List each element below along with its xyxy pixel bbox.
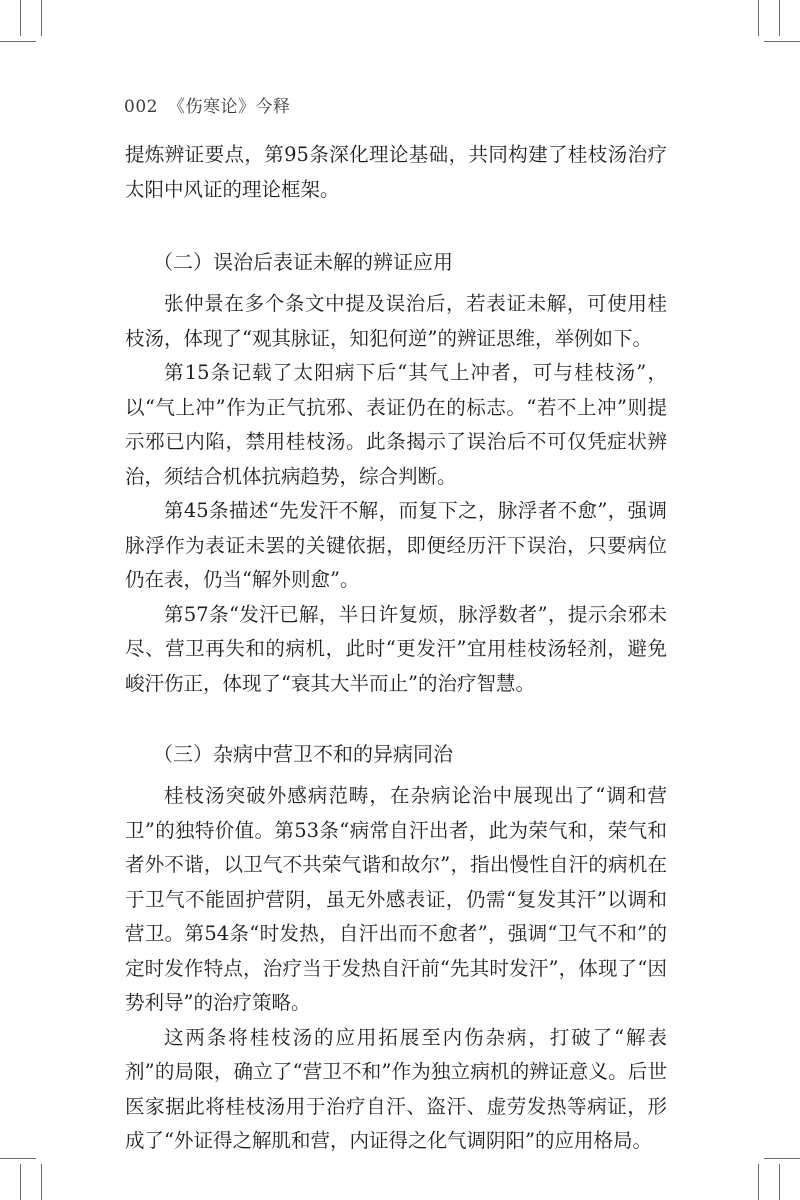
section-2-paragraph: 第45条描述“先发汗不解，而复下之，脉浮者不愈”，强调脉浮作为表证未罢的关键依据，即便经历汗下误治，只要病位仍在表，仍当“解外则愈”。 (125, 499, 667, 591)
section-2-paragraph: 第57条“发汗已解，半日许复烦，脉浮数者”，提示余邪未尽、营卫再失和的病机，此时“更发汗”宜用桂枝汤轻剂，避免峻汗伤正，体现了“衰其大半而止”的治疗智慧。 (125, 602, 667, 695)
crop-mark-top-right-horizontal (764, 41, 800, 42)
crop-mark-top-right-inner (758, 0, 759, 36)
page-number: 002 (124, 97, 158, 117)
crop-mark-bottom-left-outer (20, 1164, 21, 1200)
crop-mark-bottom-left-horizontal (0, 1158, 36, 1159)
crop-mark-top-right-outer (779, 0, 780, 36)
section-3-paragraph: 桂枝汤突破外感病范畴，在杂病论治中展现出了“调和营卫”的独特价值。第53条“病常自汗出者，此为荣气和，荣气和者外不谐，以卫气不共荣气谐和故尔”，指出慢性自汗的病机在于卫气不能固护营阴，虽无外感表证，仍需“复发其汗”以调和营卫。第54条“时发热，自汗出而不愈者”，强调“卫气不和”的定时发作特点，治疗当于发热自汗前“先其时发汗”，体现了“因势利导”的治疗策略。 (125, 784, 667, 1014)
running-head (124, 92, 290, 117)
crop-mark-bottom-left-inner (41, 1164, 42, 1200)
book-title: 《伤寒论》今释 (167, 97, 291, 117)
crop-mark-top-left-outer (20, 0, 21, 36)
crop-mark-top-left-horizontal (0, 41, 36, 42)
crop-mark-top-left-inner (41, 0, 42, 36)
section-2-paragraph: 张仲景在多个条文中提及误治后，若表证未解，可使用桂枝汤，体现了“观其脉证，知犯何逆”的辨证思维，举例如下。 (125, 292, 667, 350)
crop-mark-bottom-right-outer (779, 1164, 780, 1200)
page-body (125, 138, 667, 1159)
section-3-heading: （三）杂病中营卫不和的异病同治 (153, 742, 453, 766)
intro-paragraph: 提炼辨证要点，第95条深化理论基础，共同构建了桂枝汤治疗太阳中风证的理论框架。 (125, 143, 667, 201)
section-2-heading: （二）误治后表证未解的辨证应用 (153, 250, 453, 274)
crop-mark-bottom-right-inner (758, 1164, 759, 1200)
section-2-paragraph: 第15条记载了太阳病下后“其气上冲者，可与桂枝汤”，以“气上冲”作为正气抗邪、表证仍在的标志。“若不上冲”则提示邪已内陷，禁用桂枝汤。此条揭示了误治后不可仅凭症状辨治，须结合机体抗病趋势，综合判断。 (125, 361, 667, 488)
crop-mark-bottom-right-horizontal (764, 1158, 800, 1159)
section-3-paragraph: 这两条将桂枝汤的应用拓展至内伤杂病，打破了“解表剂”的局限，确立了“营卫不和”作为独立病机的辨证意义。后世医家据此将桂枝汤用于治疗自汗、盗汗、虚劳发热等病证，形成了“外证得之解肌和营，内证得之化气调阴阳”的应用格局。 (125, 1025, 667, 1152)
